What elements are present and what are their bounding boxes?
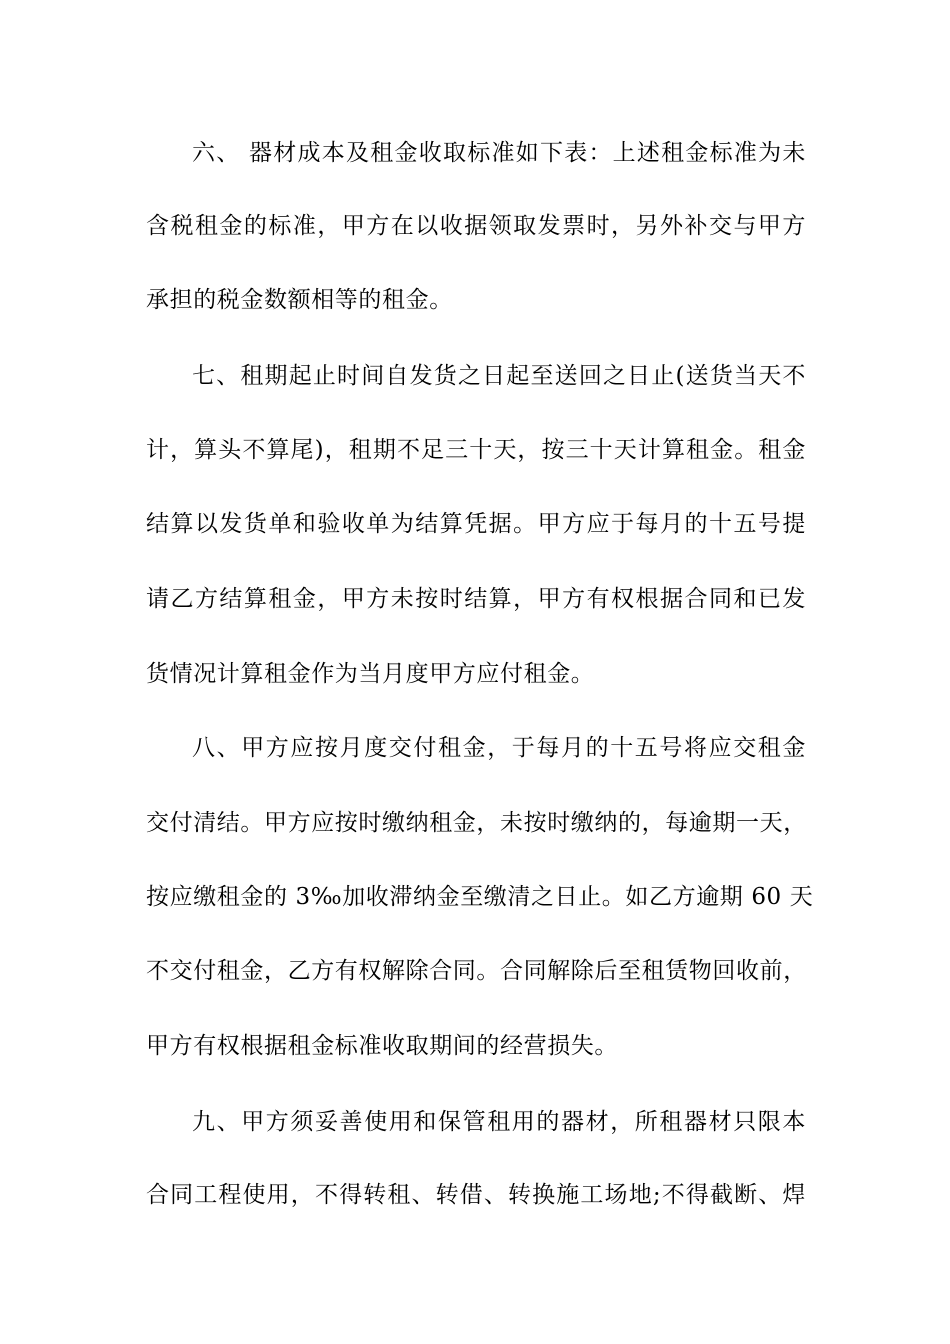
clause-9-line-1: 九、甲方须妥善使用和保管租用的器材，所租器材只限本 xyxy=(192,1109,806,1135)
clause-7-line-5: 货情况计算租金作为当月度甲方应付租金。 xyxy=(146,661,595,687)
clause-6-line-2: 含税租金的标准，甲方在以收据领取发票时，另外补交与甲方 xyxy=(146,213,806,239)
clause-7-line-2: 计，算头不算尾)，租期不足三十天，按三十天计算租金。租金 xyxy=(146,437,806,463)
clause-8-line-3: 按应缴租金的 3‰加收滞纳金至缴清之日止。如乙方逾期 60 天 xyxy=(146,884,814,910)
clause-6-line-3: 承担的税金数额相等的租金。 xyxy=(146,287,453,313)
clause-8-line-1: 八、甲方应按月度交付租金，于每月的十五号将应交租金 xyxy=(192,735,806,761)
clause-9-line-2: 合同工程使用，不得转租、转借、转换施工场地;不得截断、焊 xyxy=(146,1182,806,1208)
clause-7-line-1: 七、租期起止时间自发货之日起至送回之日止(送货当天不 xyxy=(192,363,806,389)
clause-8-line-5: 甲方有权根据租金标准收取期间的经营损失。 xyxy=(146,1033,618,1059)
clause-7-line-3: 结算以发货单和验收单为结算凭据。甲方应于每月的十五号提 xyxy=(146,511,806,537)
clause-6-line-1: 六、 器材成本及租金收取标准如下表：上述租金标准为未 xyxy=(192,140,806,166)
clause-7-line-4: 请乙方结算租金，甲方未按时结算，甲方有权根据合同和已发 xyxy=(146,586,806,612)
clause-8-line-2: 交付清结。甲方应按时缴纳租金，未按时缴纳的，每逾期一天， xyxy=(146,810,807,836)
clause-8-line-4: 不交付租金，乙方有权解除合同。合同解除后至租赁物回收前， xyxy=(146,958,807,984)
